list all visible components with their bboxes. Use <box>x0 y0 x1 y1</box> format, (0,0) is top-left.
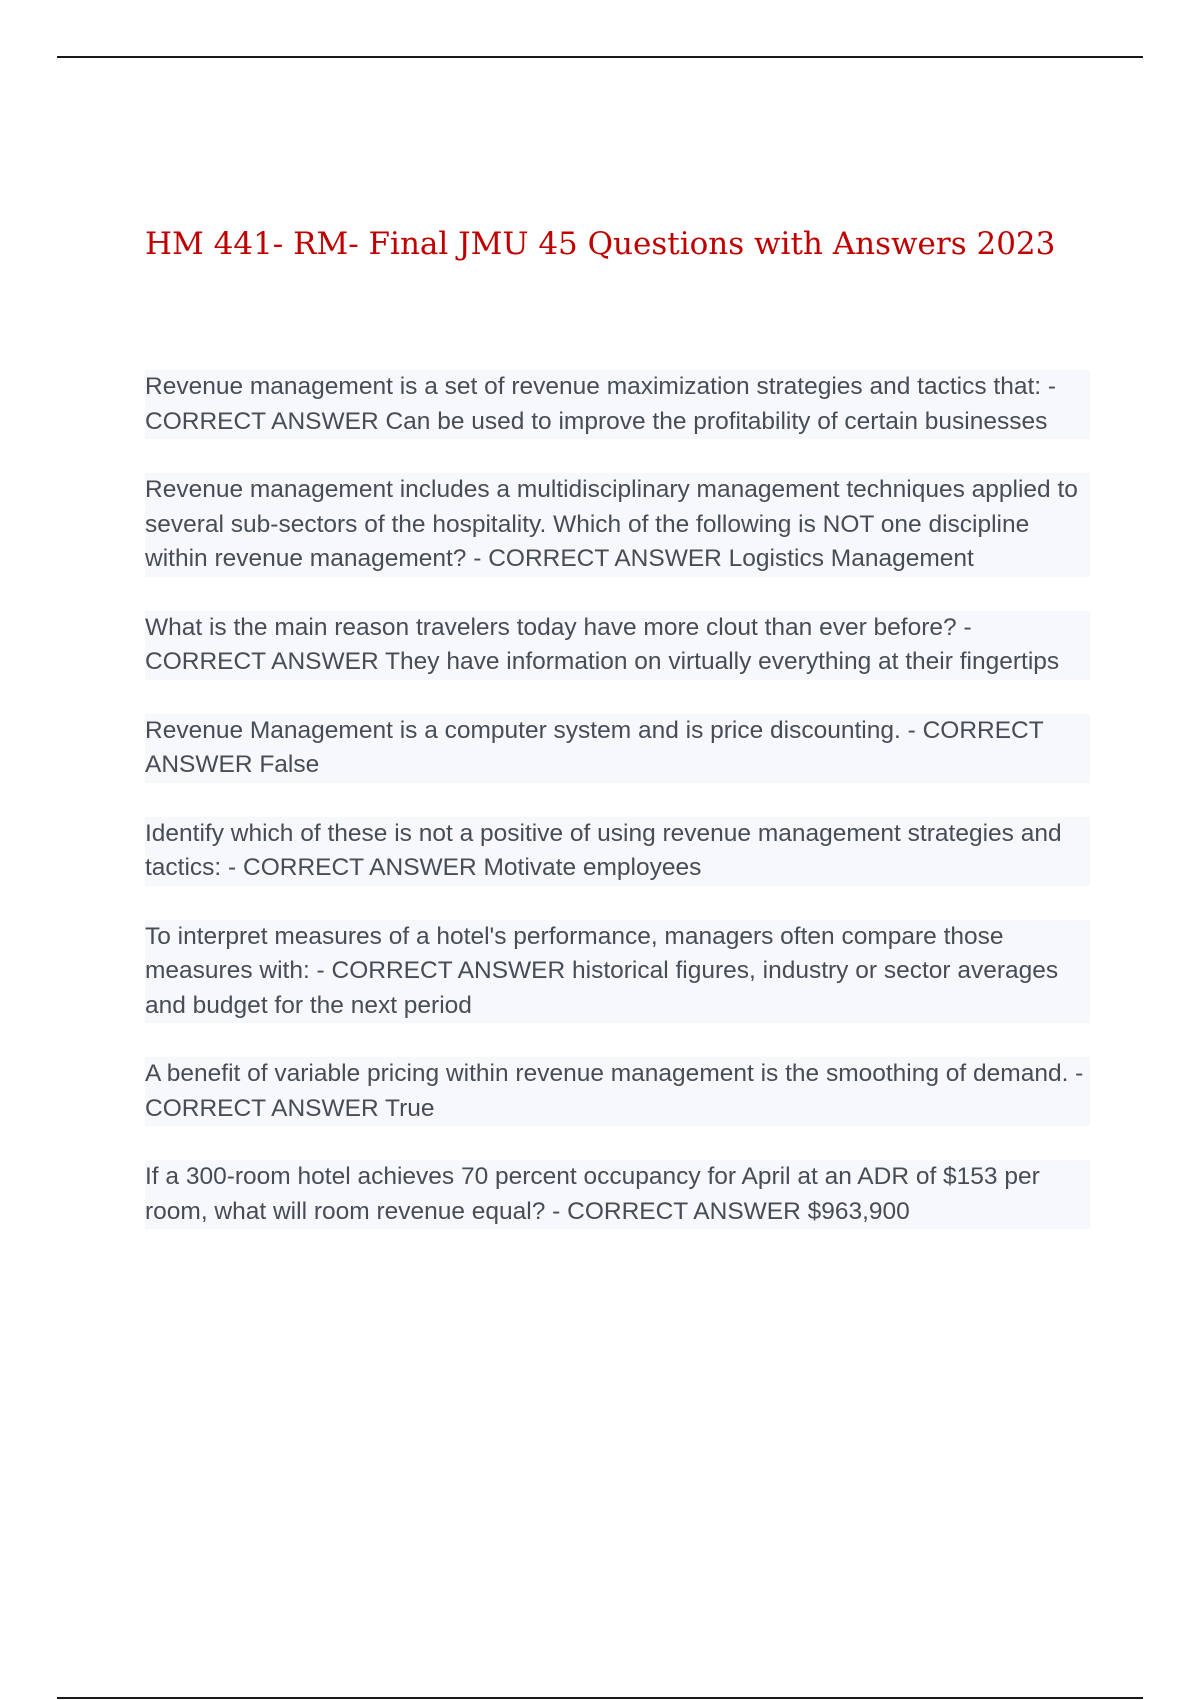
qa-item: If a 300-room hotel achieves 70 percent occupancy for April at an ADR of $153 per room, what will room revenue equal? - CORRECT ANSWER $963,900 <box>145 1160 1090 1229</box>
qa-item: A benefit of variable pricing within revenue management is the smoothing of demand. - CORRECT ANSWER True <box>145 1057 1090 1126</box>
qa-item: Revenue management includes a multidisciplinary management techniques applied to several sub-sectors of the hospitality. Which of the following is NOT one discipline within revenue management? - CORRECT ANSWER Logistics Management <box>145 473 1090 577</box>
qa-item: To interpret measures of a hotel's performance, managers often compare those measures with: - CORRECT ANSWER historical figures, industry or sector averages and budget for the next period <box>145 920 1090 1024</box>
header-rule <box>57 56 1143 58</box>
qa-list <box>145 370 1090 1263</box>
qa-item: Revenue Management is a computer system and is price discounting. - CORRECT ANSWER False <box>145 714 1090 783</box>
footer-rule <box>57 1697 1143 1699</box>
qa-item: What is the main reason travelers today have more clout than ever before? - CORRECT ANSWER They have information on virtually everything at their fingertips <box>145 611 1090 680</box>
qa-item: Revenue management is a set of revenue maximization strategies and tactics that: - CORRECT ANSWER Can be used to improve the profitability of certain businesses <box>145 370 1090 439</box>
qa-item: Identify which of these is not a positive of using revenue management strategies and tactics: - CORRECT ANSWER Motivate employees <box>145 817 1090 886</box>
document-title: HM 441- RM- Final JMU 45 Questions with Answers 2023 <box>145 226 1056 262</box>
